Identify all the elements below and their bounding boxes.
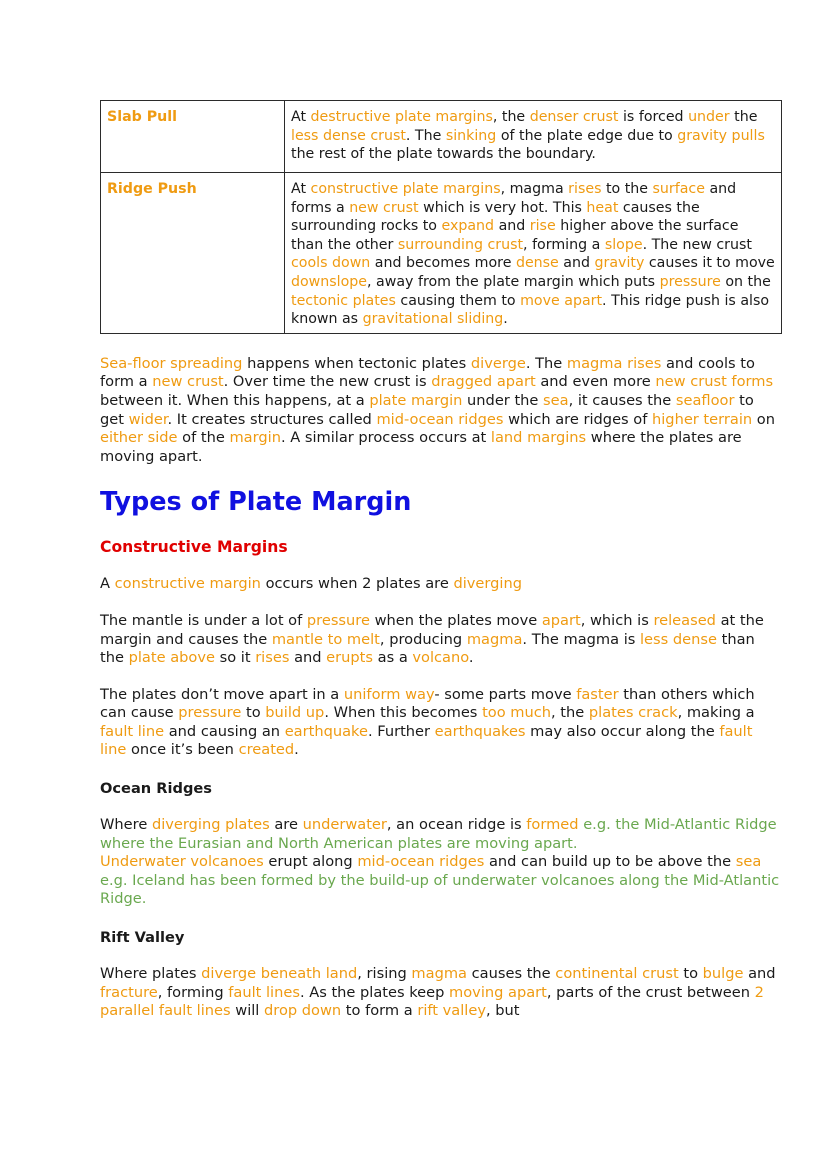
key-term: plate margin xyxy=(369,391,463,409)
text-run: . The magma is xyxy=(522,630,640,648)
key-term: under xyxy=(688,109,730,125)
key-term: constructive plate margins xyxy=(310,181,501,197)
text-run: at the margin and causes the xyxy=(100,611,764,648)
text-run: At xyxy=(291,181,311,197)
key-term: faster xyxy=(576,685,619,703)
key-term: gravity xyxy=(594,255,645,272)
text-run: than others which can cause xyxy=(100,685,755,722)
text-run: At xyxy=(291,109,311,125)
key-term: fault line xyxy=(100,722,753,759)
text-run: causing them to xyxy=(395,292,521,309)
force-name-ridge-push: Ridge Push xyxy=(101,173,285,334)
text-run: of the plate edge due to xyxy=(496,127,678,144)
key-term: pressure xyxy=(659,273,721,290)
key-term: rises xyxy=(255,649,290,667)
key-term: volcano xyxy=(412,649,469,667)
text-run: of the xyxy=(177,429,230,447)
key-term: sinking xyxy=(445,127,497,144)
key-term: magma xyxy=(466,630,523,648)
example-text: e.g. the Mid-Atlantic Ridge where the Eurasian and North American plates are moving apart. xyxy=(100,816,777,852)
table-row xyxy=(101,101,782,173)
text-run: and xyxy=(558,255,595,272)
key-term: magma rises xyxy=(566,354,662,372)
rift-valley-heading: Rift Valley xyxy=(100,929,185,947)
key-term: constructive margin xyxy=(114,575,261,593)
text-run: Where xyxy=(100,816,152,834)
seafloor-spreading-paragraph xyxy=(100,355,782,467)
text-run: may also occur along the xyxy=(525,722,720,740)
ocean-ridges-paragraph xyxy=(100,816,782,853)
text-run: and cools to form a xyxy=(100,354,755,391)
key-term: drop down xyxy=(264,1002,342,1020)
text-run: and xyxy=(289,649,327,667)
force-description-slab-pull xyxy=(285,101,782,173)
key-term: fault lines xyxy=(228,983,300,1001)
text-run: and even more xyxy=(535,373,656,391)
key-term: diverging xyxy=(453,575,522,593)
text-run: , which is xyxy=(580,611,654,629)
text-run: occurs when 2 plates are xyxy=(260,575,454,593)
key-term: earthquakes xyxy=(434,722,526,740)
key-term: diverge xyxy=(470,354,526,372)
key-term: surface xyxy=(652,181,705,197)
key-term: rise xyxy=(529,218,556,235)
text-run: , magma xyxy=(500,181,569,197)
text-run: are xyxy=(269,816,303,834)
key-term: rift valley xyxy=(417,1002,486,1020)
text-run: the xyxy=(729,109,758,125)
key-term: move apart xyxy=(520,292,603,309)
fault-paragraph xyxy=(100,686,782,760)
text-run: happens when tectonic plates xyxy=(242,354,471,372)
key-term: sea xyxy=(543,391,569,409)
key-term: pressure xyxy=(306,611,370,629)
key-term: pressure xyxy=(178,704,242,722)
text-run: - some parts move xyxy=(434,685,577,703)
text-run: , away from the plate margin which puts xyxy=(367,273,660,290)
text-run: , the xyxy=(492,109,530,125)
text-run: and can build up to be above the xyxy=(484,853,736,871)
force-description-ridge-push xyxy=(285,173,782,334)
text-run: . It creates structures called xyxy=(167,410,377,428)
constructive-intro-paragraph xyxy=(100,575,782,594)
key-term: erupts xyxy=(326,649,373,667)
text-run: . xyxy=(468,649,474,667)
key-term: earthquake xyxy=(284,722,368,740)
key-term: magma xyxy=(411,965,468,983)
key-term: released xyxy=(653,611,716,629)
text-run: on xyxy=(752,410,775,428)
text-run: , the xyxy=(551,704,589,722)
text-run: to form a xyxy=(341,1002,418,1020)
key-term: tectonic plates xyxy=(291,292,396,309)
forces-table xyxy=(100,100,782,334)
key-term: slope xyxy=(604,236,643,253)
text-run: on the xyxy=(720,273,771,290)
text-run: which are ridges of xyxy=(503,410,652,428)
text-run: and xyxy=(743,965,776,983)
page-title: Types of Plate Margin xyxy=(100,487,412,518)
key-term: plates crack xyxy=(588,704,678,722)
key-term: mid-ocean ridges xyxy=(376,410,504,428)
key-term: surrounding crust xyxy=(397,236,524,253)
text-run: , rising xyxy=(357,965,412,983)
key-term: diverge beneath land xyxy=(201,965,358,983)
text-run: and becomes more xyxy=(370,255,516,272)
text-run: . This ridge push is also known as xyxy=(291,292,770,328)
text-run: , an ocean ridge is xyxy=(386,816,527,834)
key-term: fracture xyxy=(100,983,158,1001)
text-run: , making a xyxy=(677,704,755,722)
text-run: under the xyxy=(462,391,544,409)
text-run: so it xyxy=(214,649,256,667)
key-term: formed xyxy=(526,816,579,834)
text-run: and xyxy=(494,218,530,235)
key-term: dense xyxy=(515,255,559,272)
text-run: , but xyxy=(485,1002,520,1020)
text-run: , parts of the crust between xyxy=(546,983,755,1001)
key-term: expand xyxy=(441,218,495,235)
key-term: created xyxy=(238,741,295,759)
key-term: too much xyxy=(482,704,552,722)
text-run: and forms a xyxy=(291,181,737,216)
table-row xyxy=(101,173,782,334)
key-term: less dense crust xyxy=(291,127,406,144)
key-term: downslope xyxy=(291,273,368,290)
text-run: between it. When this happens, at a xyxy=(100,391,370,409)
key-term: bulge xyxy=(702,965,744,983)
rift-valley-paragraph xyxy=(100,965,782,1021)
key-term: mid-ocean ridges xyxy=(357,853,485,871)
key-term: apart xyxy=(541,611,581,629)
text-run: The plates don’t move apart in a xyxy=(100,685,344,703)
text-run: , producing xyxy=(379,630,467,648)
example-text: e.g. Iceland has been formed by the build-up of underwater volcanoes along the Mid-Atlantic Ridge. xyxy=(100,871,780,908)
text-run: . When this becomes xyxy=(324,704,483,722)
text-run: higher above the surface than the other xyxy=(291,218,739,253)
ocean-ridges-heading: Ocean Ridges xyxy=(100,780,212,798)
key-term: less dense xyxy=(640,630,717,648)
text-run: , forming a xyxy=(523,236,605,253)
text-run: causes it to move xyxy=(644,255,775,272)
key-term: plate above xyxy=(128,649,215,667)
text-run: erupt along xyxy=(263,853,358,871)
constructive-margins-heading: Constructive Margins xyxy=(100,538,288,557)
text-run: . A similar process occurs at xyxy=(280,429,491,447)
text-run: , it causes the xyxy=(568,391,676,409)
text-run: . xyxy=(503,311,508,328)
text-run: to the xyxy=(601,181,653,197)
key-term: margin xyxy=(229,429,281,447)
text-run: than the xyxy=(100,630,755,667)
text-run: when the plates move xyxy=(369,611,542,629)
key-term: mantle to melt xyxy=(271,630,380,648)
key-term: Underwater volcanoes xyxy=(100,853,264,871)
key-term: higher terrain xyxy=(652,410,753,428)
key-term: underwater xyxy=(302,816,387,834)
key-term: sea xyxy=(735,853,762,871)
text-run: . The new crust xyxy=(642,236,752,253)
text-run: once it’s been xyxy=(126,741,239,759)
text-run: to xyxy=(678,965,703,983)
key-term: cools down xyxy=(291,255,371,272)
key-term: 2 parallel fault lines xyxy=(100,983,764,1020)
text-run: . As the plates keep xyxy=(299,983,450,1001)
text-run: . The xyxy=(525,354,567,372)
text-run: . Further xyxy=(367,722,435,740)
key-term: dragged apart xyxy=(431,373,536,391)
key-term: seafloor xyxy=(675,391,735,409)
key-term: Sea-floor spreading xyxy=(100,354,243,372)
key-term: gravity pulls xyxy=(677,127,765,144)
text-run: as a xyxy=(373,649,413,667)
key-term: uniform way xyxy=(343,685,435,703)
mantle-paragraph xyxy=(100,612,782,668)
text-run: . xyxy=(294,741,299,759)
key-term: wider xyxy=(128,410,168,428)
text-run: where the plates are moving apart. xyxy=(100,429,742,465)
text-run: the rest of the plate towards the boundary. xyxy=(291,146,596,163)
text-run: and causing an xyxy=(164,722,285,740)
text-run: is forced xyxy=(618,109,689,125)
text-run: causes the surrounding rocks to xyxy=(291,199,700,235)
key-term: denser crust xyxy=(529,109,619,125)
key-term: rises xyxy=(568,181,602,197)
key-term: moving apart xyxy=(449,983,547,1001)
key-term: land margins xyxy=(490,429,587,447)
text-run: The mantle is under a lot of xyxy=(100,611,307,629)
force-name-slab-pull: Slab Pull xyxy=(101,101,285,173)
text-run: Where plates xyxy=(100,965,202,983)
text-run: to get xyxy=(100,391,754,428)
text-run: causes the xyxy=(467,965,556,983)
text-run: A xyxy=(100,575,115,593)
page-content xyxy=(100,100,782,1021)
key-term: destructive plate margins xyxy=(310,109,493,125)
key-term: build up xyxy=(265,704,325,722)
key-term: new crust xyxy=(349,199,419,216)
key-term: gravitational sliding xyxy=(362,311,504,328)
key-term: fault line xyxy=(100,722,165,740)
key-term: continental crust xyxy=(555,965,679,983)
key-term: either side xyxy=(100,429,178,447)
key-term: heat xyxy=(586,199,619,216)
text-run: . Over time the new crust is xyxy=(223,373,432,391)
text-run: which is very hot. This xyxy=(418,199,587,216)
key-term: diverging plates xyxy=(151,816,270,834)
key-term: new crust xyxy=(152,373,224,391)
key-term: new crust forms xyxy=(655,373,774,391)
text-run: will xyxy=(230,1002,265,1020)
text-run: , forming xyxy=(157,983,229,1001)
underwater-volcanoes-paragraph xyxy=(100,853,782,909)
text-run: . The xyxy=(405,127,446,144)
text-run: to xyxy=(241,704,266,722)
